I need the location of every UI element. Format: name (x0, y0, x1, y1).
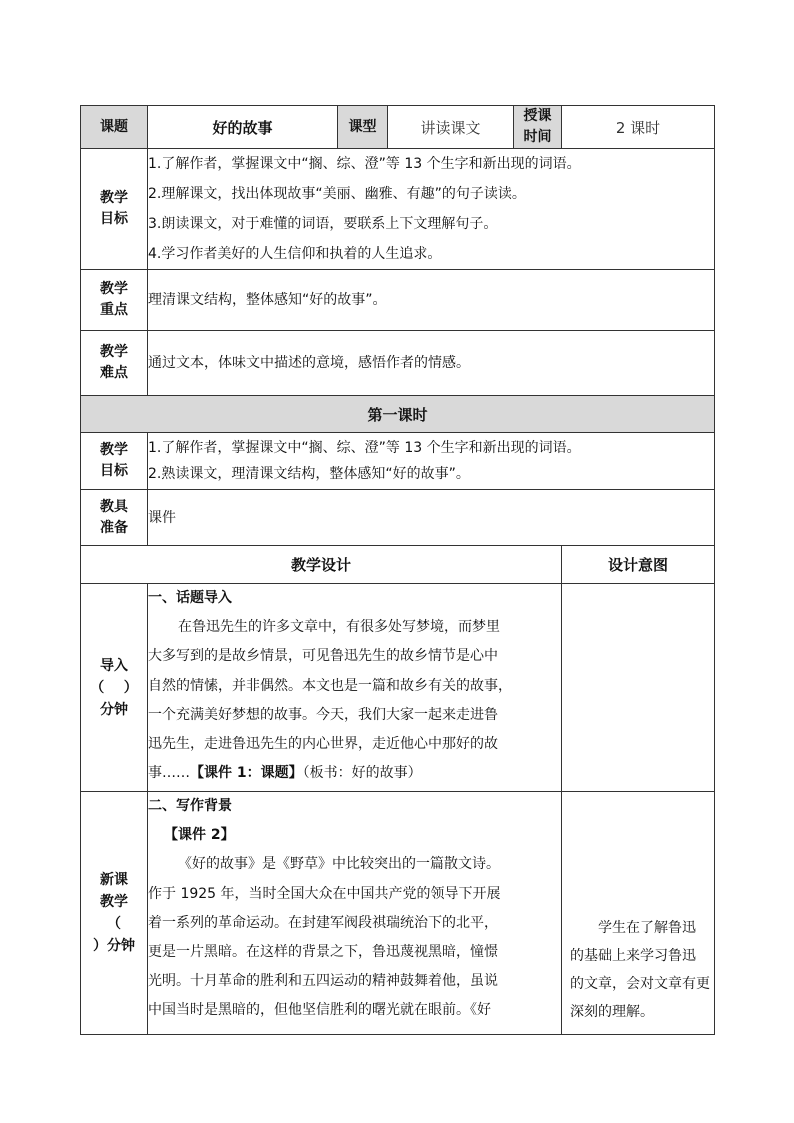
new-lesson-line: 《好的故事》是《野草》中比较突出的一篇散文诗。 (178, 856, 500, 873)
goal-item: 4.学习作者美好的人生信仰和执着的人生追求。 (148, 246, 442, 262)
intro-time-label (81, 584, 148, 792)
goals-label-line-2: 目标 (100, 211, 128, 227)
intro-last-prefix: 事…… (148, 765, 190, 782)
new-lesson-line: 更是一片黑暗。在这样的背景之下，鲁迅蔑视黑暗，憧憬 (148, 944, 498, 961)
tools-label-line-2: 准备 (100, 519, 128, 536)
intro-line: 大多写到的是故乡情景，可见鲁迅先生的故乡情节是心中 (148, 648, 498, 665)
intro-line: 自然的情愫，并非偶然。本文也是一篇和故乡有关的故事， (148, 677, 512, 694)
goals-label-line-1: 教学 (100, 190, 128, 206)
key-points-row (81, 270, 715, 331)
tools-label (81, 490, 148, 546)
goal-item: 3.朗读课文，对于难懂的词语，要联系上下文理解句子。 (148, 216, 498, 232)
new-lesson-label-line-2: 教学 (100, 894, 128, 910)
intent-line: 学生在了解鲁迅 (598, 920, 696, 936)
first-lesson-goals-label (81, 433, 148, 490)
intent-column-header: 设计意图 (562, 546, 715, 584)
difficulties-row (81, 331, 715, 396)
intro-label-line-1: 导入 (100, 657, 128, 674)
new-lesson-line: 中国当时是黑暗的，但他坚信胜利的曙光就在眼前。《好 (148, 1002, 491, 1019)
intent-line: 深刻的理解。 (570, 1004, 654, 1020)
intro-line: 在鲁迅先生的许多文章中，有很多处写梦境，而梦里 (178, 619, 500, 636)
key-points-label-line-1: 教学 (100, 281, 128, 297)
goal-item: 1.了解作者，掌握课文中“搁、综、澄”等 13 个生字和新出现的词语。 (148, 156, 581, 172)
difficulties-label-line-2: 难点 (100, 365, 128, 381)
type-label: 课型 (338, 106, 388, 149)
new-lesson-time-label (81, 792, 148, 1035)
new-lesson-heading: 二、写作背景 (148, 798, 232, 814)
intro-label-line-2: （ ） (90, 679, 138, 696)
difficulties-text: 通过文本，体味文中描述的意境，感悟作者的情感。 (148, 331, 715, 396)
first-lesson-goals-row (81, 433, 715, 490)
goals-content (148, 149, 715, 270)
new-lesson-slide-ref: 【课件 2】 (164, 827, 235, 844)
intent-line: 的文章，会对文章有更 (570, 976, 710, 992)
design-header-row (81, 546, 715, 584)
intro-last-line (148, 759, 561, 788)
intro-label-line-3: 分钟 (100, 701, 128, 718)
intro-board-note: （板书：好的故事） (302, 765, 422, 782)
first-lesson-goal-item: 1.了解作者，掌握课文中“搁、综、澄”等 13 个生字和新出现的词语。 (148, 440, 581, 456)
new-lesson-intent (562, 792, 715, 1035)
tools-value: 课件 (148, 490, 715, 546)
intro-line: 迅先生，走进鲁迅先生的内心世界，走近他心中那好的故 (148, 736, 498, 753)
new-lesson-label-line-1: 新课 (100, 872, 128, 888)
title-label: 课题 (81, 106, 148, 149)
new-lesson-label-line-4: ）分钟 (93, 938, 135, 954)
time-label (514, 106, 562, 149)
first-lesson-goals-content (148, 433, 715, 490)
time-label-line-1: 授课 (523, 108, 552, 124)
goal-item: 2.理解课文，找出体现故事“美丽、幽雅、有趣”的句子读读。 (148, 186, 526, 202)
goals-row (81, 149, 715, 270)
intro-heading: 一、话题导入 (148, 590, 232, 606)
design-column-header: 教学设计 (81, 546, 562, 584)
new-lesson-line: 着一系列的革命运动。在封建军阀段祺瑞统治下的北平， (148, 914, 498, 931)
intro-slide-ref: 【课件 1：课题】 (190, 765, 303, 782)
first-lesson-goals-label-line-2: 目标 (100, 463, 128, 479)
lesson-plan-table (80, 105, 715, 1035)
first-lesson-goal-item: 2.熟读课文，理清课文结构，整体感知“好的故事”。 (148, 466, 470, 482)
key-points-label-line-2: 重点 (100, 302, 128, 318)
intro-content (148, 584, 562, 792)
intro-line: 一个充满美好梦想的故事。今天，我们大家一起来走进鲁 (148, 706, 498, 723)
goals-label (81, 149, 148, 270)
intent-line: 的基础上来学习鲁迅 (570, 948, 696, 964)
new-lesson-row (81, 792, 715, 1035)
first-lesson-heading: 第一课时 (81, 396, 715, 433)
lesson-plan-page (80, 105, 714, 1035)
time-label-line-2: 时间 (523, 129, 552, 145)
first-lesson-goals-label-line-1: 教学 (100, 442, 128, 458)
intro-row (81, 584, 715, 792)
first-lesson-row (81, 396, 715, 433)
new-lesson-line: 作于 1925 年，当时全国大众在中国共产党的领导下开展 (148, 885, 501, 902)
header-row (81, 106, 715, 149)
tools-label-line-1: 教具 (100, 498, 128, 515)
key-points-text: 理清课文结构，整体感知“好的故事”。 (148, 270, 715, 331)
new-lesson-label-line-3: （ (107, 916, 121, 932)
new-lesson-content (148, 792, 562, 1035)
key-points-label (81, 270, 148, 331)
difficulties-label-line-1: 教学 (100, 344, 128, 360)
type-value: 讲读课文 (388, 106, 514, 149)
intro-intent (562, 584, 715, 792)
new-lesson-line: 光明。十月革命的胜利和五四运动的精神鼓舞着他，虽说 (148, 973, 498, 990)
difficulties-label (81, 331, 148, 396)
title-value: 好的故事 (148, 106, 338, 149)
time-value: 2 课时 (562, 106, 715, 149)
tools-row (81, 490, 715, 546)
